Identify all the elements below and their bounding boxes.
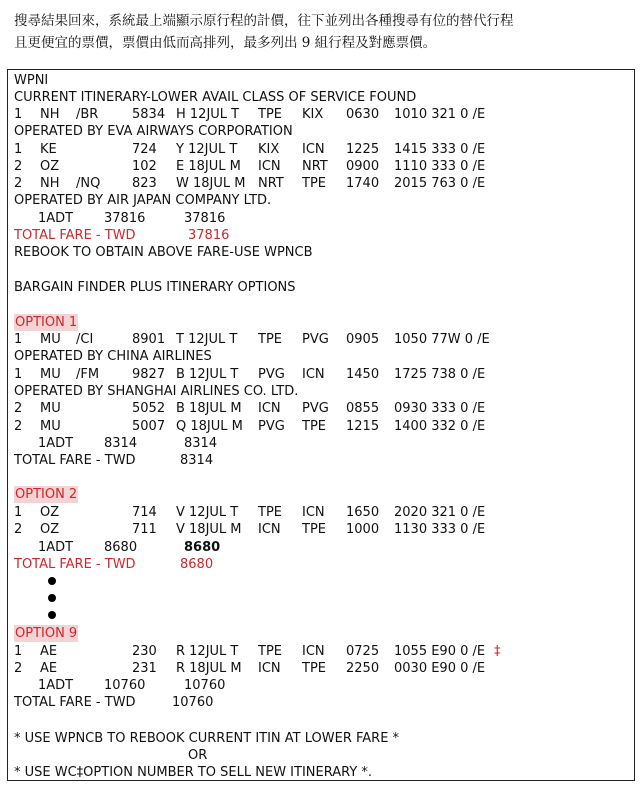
passenger-type: 1ADT	[38, 540, 74, 555]
flight-number: 231	[132, 661, 157, 676]
base-fare: 37816	[104, 211, 146, 226]
destination: TPE	[302, 419, 326, 434]
terminal-output-box: WPNI CURRENT ITINERARY-LOWER AVAIL CLASS OF SERVICE FOUND 1 NH /BR 5834 H 12JUL T TPE KIX 0630 1010 321 0 /E OPERATED BY EVA AIRWAYS CORPORATION 1 KE 724 Y 12JUL T KIX ICN 1225 1415 333 0 /E 2 OZ 102 E 18JUL M ICN NRT 0900 1110 333 0 /E 2 NH /NQ 823 W 18JUL M NRT TPE 1740 2015 763 0 /E OPERATED BY AIR JAPAN COMPANY LTD. 1ADT 37816 37816 TOTAL FARE - TWD 37816 REBOOK TO OBTAIN ABOVE FARE-USE WPNCB BARGAIN FINDER PLUS ITINERARY OPTIONS OPTION 1 1 MU /CI 8901 T 12JUL T TPE PVG 0905 1050 77W 0 /E OPERATED BY CHINA AIRLINES 1 MU /FM 9827 B 12JUL T PVG ICN 1450 1725 738 0 /E OPERATED BY SHANGHAI AIRLINES CO. LTD. 2 MU 5052 B 18JUL M ICN PVG 0855 0930 333 0 /E 2 MU 5007 Q 18JUL M PVG TPE 1215 1400 332 0 /E 1ADT 8314 8314 TOTAL FARE - TWD 8314 OPTION 2 1 OZ 714 V 12JUL T TPE ICN 1650 2020 321 0 /E 2 OZ 711 V 18JUL M ICN TPE 1000 1130 333 0 /E 1ADT 8680 8680 TOTAL FARE - TWD 8680 OPTION 9 1 AE 230 R 12JUL T TPE ICN 0725 1055 E90 0 /E ‡ 2 AE 231 R 18JUL M ICN TPE 2250 0030 E90 0 /E 1ADT 10760 10760 TOTAL FARE - TWD 10760 * USE WPNCB TO REBOOK CURRENT ITIN AT LOWER FARE * OR * USE WC‡OPTION NUMBER TO SELL NEW ITINERARY *.	[7, 69, 635, 781]
operating-carrier: /CI	[76, 332, 94, 347]
base-fare: 8314	[104, 436, 138, 451]
segment-number: 1	[14, 142, 23, 157]
flight-number: 5007	[132, 419, 166, 434]
fare-total: 10760	[184, 678, 226, 693]
origin: TPE	[258, 107, 282, 122]
intro-text	[14, 10, 634, 54]
departure-time: 1000	[346, 522, 380, 537]
departure-time: 1740	[346, 176, 380, 191]
arrival-equipment: 1130 333 0 /E	[394, 522, 486, 537]
segment-number: 2	[14, 159, 23, 174]
departure-time: 1225	[346, 142, 380, 157]
flight-number: 714	[132, 505, 157, 520]
arrival-equipment: 2015 763 0 /E	[394, 176, 486, 191]
origin: PVG	[258, 419, 285, 434]
origin: ICN	[258, 159, 281, 174]
class-date: W 18JUL M	[176, 176, 246, 191]
operating-carrier: /NQ	[76, 176, 101, 191]
departure-time: 0630	[346, 107, 380, 122]
destination: ICN	[302, 142, 325, 157]
flight-number: 823	[132, 176, 157, 191]
class-date: B 12JUL T	[176, 367, 239, 382]
fare-total: 37816	[184, 211, 226, 226]
flight-number: 5834	[132, 107, 166, 122]
origin: TPE	[258, 644, 282, 659]
departure-time: 2250	[346, 661, 380, 676]
arrival-equipment: 1050 77W 0 /E	[394, 332, 490, 347]
base-fare: 8680	[104, 540, 138, 555]
arrival-equipment: 1415 333 0 /E	[394, 142, 486, 157]
operating-carrier: /BR	[76, 107, 99, 122]
destination: ICN	[302, 367, 325, 382]
ellipsis-dot	[48, 611, 56, 619]
class-date: V 12JUL T	[176, 505, 239, 520]
class-date: E 18JUL M	[176, 159, 241, 174]
segment-number: 2	[14, 419, 23, 434]
segment-number: 1	[14, 367, 23, 382]
ellipsis-dot	[48, 594, 56, 602]
flight-number: 230	[132, 644, 157, 659]
airline-code: OZ	[40, 505, 60, 520]
arrival-equipment: 1400 332 0 /E	[394, 419, 486, 434]
origin: ICN	[258, 661, 281, 676]
arrival-equipment: 1725 738 0 /E	[394, 367, 486, 382]
intro-line-1: 搜尋結果回來，系統最上端顯示原行程的計價，往下並列出各種搜尋有位的替代行程	[14, 13, 514, 29]
class-date: V 18JUL M	[176, 522, 242, 537]
class-date: T 12JUL T	[176, 332, 238, 347]
class-date: R 12JUL T	[176, 644, 239, 659]
airline-code: NH	[40, 176, 60, 191]
airline-code: KE	[40, 142, 57, 157]
destination: TPE	[302, 176, 326, 191]
airline-code: AE	[40, 661, 58, 676]
departure-time: 0905	[346, 332, 380, 347]
destination: TPE	[302, 522, 326, 537]
origin: PVG	[258, 367, 285, 382]
arrival-equipment: 1110 333 0 /E	[394, 159, 486, 174]
origin: TPE	[258, 505, 282, 520]
departure-time: 1215	[346, 419, 380, 434]
destination: NRT	[302, 159, 328, 174]
arrival-equipment: 1055 E90 0 /E	[394, 644, 486, 659]
flight-number: 102	[132, 159, 157, 174]
passenger-type: 1ADT	[38, 678, 74, 693]
airline-code: AE	[40, 644, 58, 659]
segment-number: 1	[14, 505, 23, 520]
ellipsis-dot	[48, 577, 56, 585]
destination: PVG	[302, 401, 329, 416]
fare-total: 8680	[184, 540, 221, 555]
intro-line-2: 且更便宜的票價，票價由低而高排列，最多列出 9 組行程及對應票價。	[14, 35, 437, 51]
class-date: H 12JUL T	[176, 107, 240, 122]
departure-time: 0725	[346, 644, 380, 659]
flight-number: 724	[132, 142, 157, 157]
base-fare: 10760	[104, 678, 146, 693]
segment-number: 1	[14, 107, 23, 122]
destination: TPE	[302, 661, 326, 676]
airline-code: OZ	[40, 522, 60, 537]
airline-code: MU	[40, 419, 61, 434]
fare-total: 8314	[184, 436, 218, 451]
segment-number: 1	[14, 644, 23, 659]
destination: KIX	[302, 107, 324, 122]
segment-number: 1	[14, 332, 23, 347]
segment-number: 2	[14, 176, 23, 191]
class-date: B 18JUL M	[176, 401, 242, 416]
origin: ICN	[258, 401, 281, 416]
flight-number: 5052	[132, 401, 166, 416]
class-date: Y 12JUL T	[176, 142, 238, 157]
arrival-equipment: 1010 321 0 /E	[394, 107, 486, 122]
origin: ICN	[258, 522, 281, 537]
arrival-equipment: 2020 321 0 /E	[394, 505, 486, 520]
segment-number: 2	[14, 661, 23, 676]
operating-carrier: /FM	[76, 367, 100, 382]
segment-number: 2	[14, 401, 23, 416]
airline-code: MU	[40, 332, 61, 347]
airline-code: MU	[40, 367, 61, 382]
departure-time: 0855	[346, 401, 380, 416]
airline-code: MU	[40, 401, 61, 416]
flight-number: 8901	[132, 332, 166, 347]
airline-code: OZ	[40, 159, 60, 174]
passenger-type: 1ADT	[38, 436, 74, 451]
arrival-equipment: 0930 333 0 /E	[394, 401, 486, 416]
departure-time: 0900	[346, 159, 380, 174]
segment-number: 2	[14, 522, 23, 537]
destination: PVG	[302, 332, 329, 347]
flight-number: 711	[132, 522, 157, 537]
class-date: Q 18JUL M	[176, 419, 243, 434]
airline-code: NH	[40, 107, 60, 122]
passenger-type: 1ADT	[38, 211, 74, 226]
class-date: R 18JUL M	[176, 661, 242, 676]
flight-number: 9827	[132, 367, 166, 382]
destination: ICN	[302, 505, 325, 520]
departure-time: 1450	[346, 367, 380, 382]
destination: ICN	[302, 644, 325, 659]
departure-time: 1650	[346, 505, 380, 520]
origin: NRT	[258, 176, 284, 191]
origin: KIX	[258, 142, 280, 157]
origin: TPE	[258, 332, 282, 347]
arrival-equipment: 0030 E90 0 /E	[394, 661, 486, 676]
